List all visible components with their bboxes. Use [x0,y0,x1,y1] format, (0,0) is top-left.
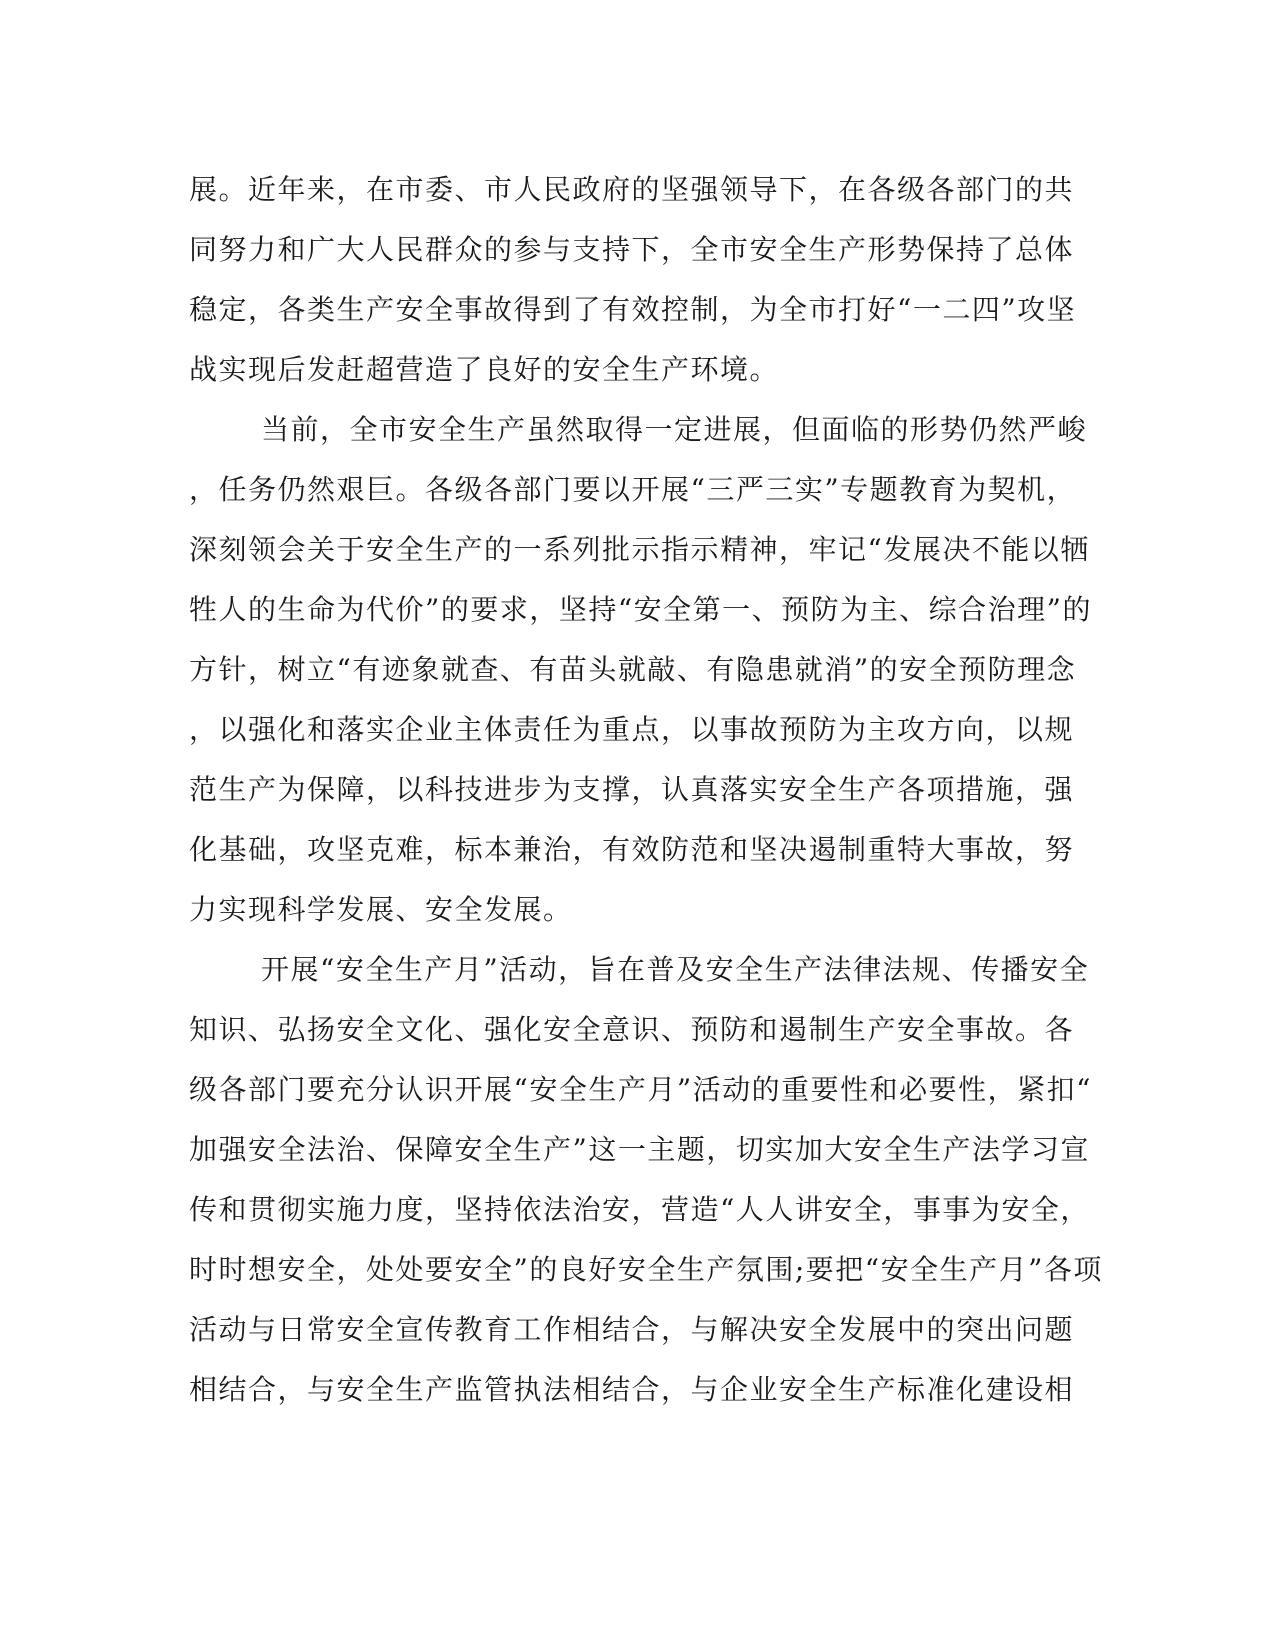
paragraph-start-line: 开展“安全生产月”活动，旨在普及安全生产法律法规、传播安全 [261,953,1090,986]
text-line: 加强安全法治、保障安全生产”这一主题，切实加大安全生产法学习宣 [189,1133,1090,1166]
text-line: 牲人的生命为代价”的要求，坚持“安全第一、预防为主、综合治理”的 [189,593,1092,626]
text-line: 范生产为保障，以科技进步为支撑，认真落实安全生产各项措施，强 [189,773,1075,806]
text-line: 同努力和广大人民群众的参与支持下，全市安全生产形势保持了总体 [189,233,1075,266]
text-line: ，以强化和落实企业主体责任为重点，以事故预防为主攻方向，以规 [189,713,1075,746]
text-line: ，任务仍然艰巨。各级各部门要以开展“三严三实”专题教育为契机， [189,473,1077,506]
text-line: 化基础，攻坚克难，标本兼治，有效防范和坚决遏制重特大事故，努 [189,833,1075,866]
text-line: 知识、弘扬安全文化、强化安全意识、预防和遏制生产安全事故。各 [189,1013,1075,1046]
text-line: 深刻领会关于安全生产的一系列批示指示精神，牢记“发展决不能以牺 [189,533,1090,566]
text-line: 方针，树立“有迹象就查、有苗头就敲、有隐患就消”的安全预防理念 [189,653,1077,686]
text-line: 时时想安全，处处要安全”的良好安全生产氛围;要把“安全生产月”各项 [189,1253,1103,1286]
paragraph-start-line: 当前，全市安全生产虽然取得一定进展，但面临的形势仍然严峻 [261,413,1088,446]
text-line: 力实现科学发展、安全发展。 [189,893,573,926]
text-line: 战实现后发赶超营造了良好的安全生产环境。 [189,353,780,386]
text-line: 稳定，各类生产安全事故得到了有效控制，为全市打好“一二四”攻坚 [189,293,1077,326]
text-line: 级各部门要充分认识开展“安全生产月”活动的重要性和必要性，紧扣“ [189,1073,1092,1106]
text-line: 传和贯彻实施力度，坚持依法治安，营造“人人讲安全，事事为安全， [189,1193,1090,1226]
text-line: 活动与日常安全宣传教育工作相结合，与解决安全发展中的突出问题 [189,1313,1075,1346]
text-line: 展。近年来，在市委、市人民政府的坚强领导下，在各级各部门的共 [189,173,1075,206]
text-line: 相结合，与安全生产监管执法相结合，与企业安全生产标准化建设相 [189,1373,1075,1406]
body-text [189,160,1103,1420]
